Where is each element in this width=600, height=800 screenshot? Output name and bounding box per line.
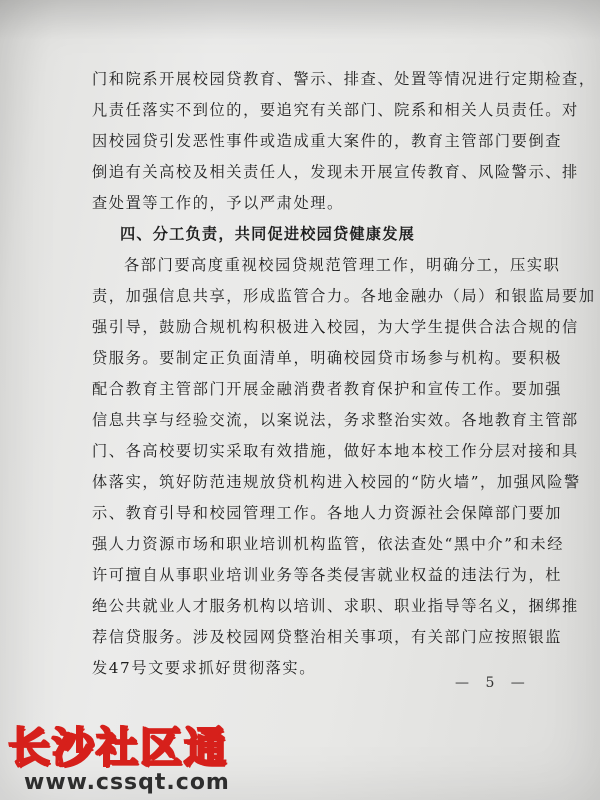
paragraph-line: 示、教育引导和校园管理工作。各地人力资源社会保障部门要加	[92, 504, 563, 522]
paragraph-line: 配合教育主管部门开展金融消费者教育保护和宣传工作。要加强	[92, 380, 563, 398]
document-body	[92, 64, 596, 684]
paragraph-line: 凡责任落实不到位的，要追究有关部门、院系和相关人员责任。对	[92, 101, 579, 119]
watermark-title: 长沙社区通	[8, 723, 229, 772]
paragraph-line: 责，加强信息共享，形成监管合力。各地金融办（局）和银监局要加	[92, 287, 596, 305]
section-heading: 四、分工负责，共同促进校园贷健康发展	[120, 225, 415, 243]
paragraph-line: 倒追有关高校及相关责任人，发现未开展宣传教育、风险警示、排	[92, 163, 579, 181]
paragraph-line: 贷服务。要制定正负面清单，明确校园贷市场参与机构。要积极	[92, 349, 563, 367]
paragraph-line: 许可擅自从事职业培训业务等各类侵害就业权益的违法行为，杜	[92, 566, 563, 584]
watermark-url: www.cssqt.com	[24, 770, 230, 795]
watermark-logo	[8, 723, 230, 796]
paragraph-line: 因校园贷引发恶性事件或造成重大案件的，教育主管部门要倒查	[92, 132, 563, 150]
paragraph-line: 荐信贷服务。涉及校园网贷整治相关事项，有关部门应按照银监	[92, 628, 563, 646]
paragraph-line: 发47号文要求抓好贯彻落实。	[92, 659, 316, 677]
paragraph-line: 体落实，筑好防范违规放贷机构进入校园的“防火墙”，加强风险警	[92, 473, 581, 491]
paragraph-line: 强人力资源市场和职业培训机构监管，依法查处“黑中介”和未经	[92, 535, 564, 553]
page-shadow	[0, 0, 600, 40]
paragraph-line: 强引导，鼓励合规机构积极进入校园，为大学生提供合法合规的信	[92, 318, 579, 336]
paragraph-line: 信息共享与经验交流，以案说法，务求整治实效。各地教育主管部	[92, 411, 579, 429]
page-number: — 5 —	[455, 675, 531, 691]
paragraph-line: 各部门要高度重视校园贷规范管理工作，明确分工，压实职	[124, 256, 561, 274]
paragraph-line: 查处置等工作的，予以严肃处理。	[92, 194, 344, 212]
paragraph-line: 绝公共就业人才服务机构以培训、求职、职业指导等名义，捆绑推	[92, 597, 579, 615]
paragraph-line: 门、各高校要切实采取有效措施，做好本地本校工作分层对接和具	[92, 442, 579, 460]
paragraph-line: 门和院系开展校园贷教育、警示、排查、处置等情况进行定期检查，	[92, 70, 596, 88]
